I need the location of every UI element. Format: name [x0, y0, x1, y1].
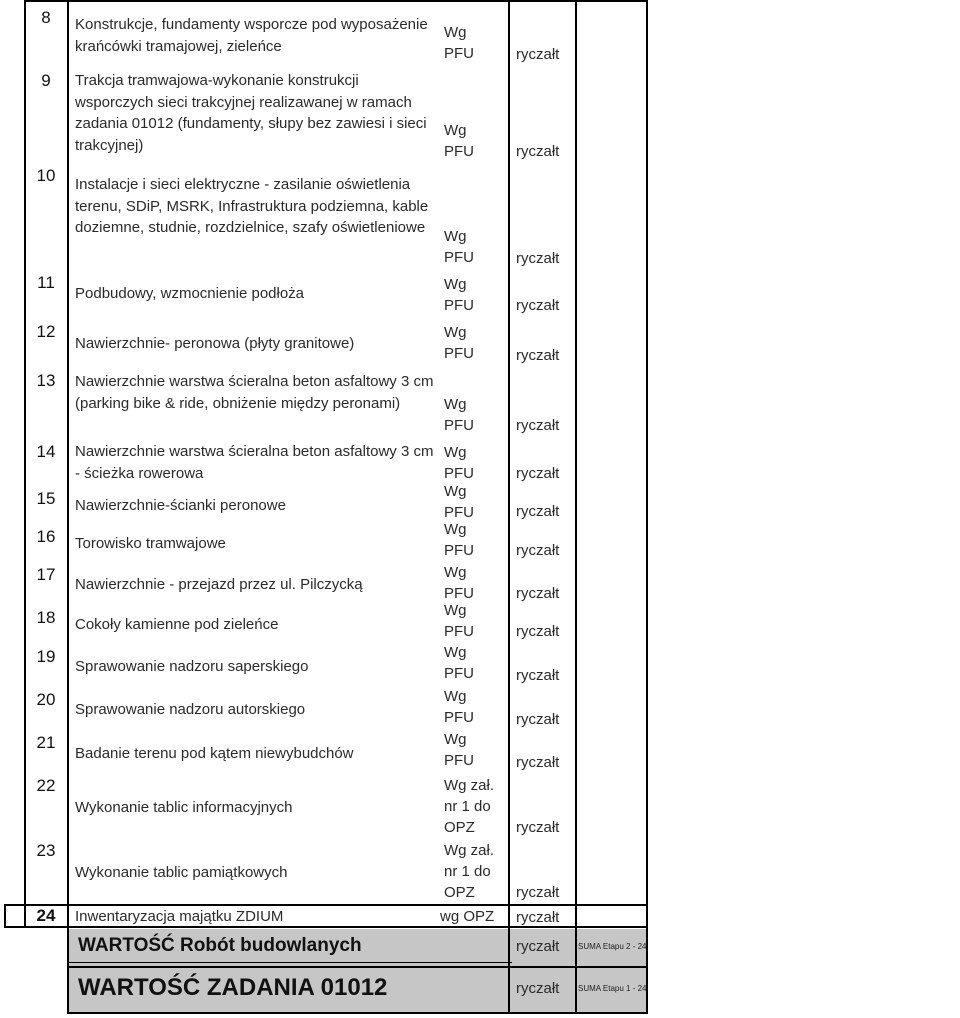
table-border — [646, 0, 648, 1014]
row-line — [67, 962, 512, 963]
row-number: 23 — [36, 841, 56, 860]
row-line — [67, 966, 648, 968]
column-divider — [508, 0, 510, 1014]
construction-total-payment-type: ryczałt — [516, 938, 560, 955]
row-payment-type: ryczałt — [516, 754, 560, 771]
row-description: Badanie terenu pod kątem niewybudchów — [75, 745, 354, 762]
row-number: 20 — [36, 690, 56, 709]
row-payment-type: ryczałt — [516, 46, 560, 63]
row-description: Nawierzchnie- peronowa (płyty granitowe) — [75, 335, 355, 352]
row-description: Cokoły kamienne pod zieleńce — [75, 616, 279, 633]
row-marker — [4, 904, 6, 926]
row-execution-basis: wg OPZ — [440, 908, 495, 925]
row-payment-type: ryczałt — [516, 909, 560, 926]
row-number: 9 — [41, 71, 51, 90]
row-execution-basis: Wg PFU — [444, 122, 474, 160]
row-execution-basis: Wg PFU — [444, 644, 474, 682]
row-payment-type: ryczałt — [516, 417, 560, 434]
row-number: 21 — [36, 733, 56, 752]
row-payment-type: ryczałt — [516, 297, 560, 314]
row-payment-type: ryczałt — [516, 465, 560, 482]
row-description: Nawierzchnie-ścianki peronowe — [75, 497, 286, 514]
row-description: Konstrukcje, fundamenty wsporcze pod wyposażenie krańcówki tramajowej, zieleńce — [75, 16, 428, 55]
row-number: 15 — [36, 489, 56, 508]
row-description: Inwentaryzacja majątku ZDIUM — [75, 908, 284, 925]
row-number: 16 — [36, 527, 56, 546]
row-number: 10 — [36, 166, 56, 185]
row-number: 14 — [36, 442, 56, 461]
row-execution-basis: Wg zał. nr 1 do OPZ — [444, 777, 495, 836]
row-execution-basis: Wg PFU — [444, 324, 474, 362]
row-payment-type: ryczałt — [516, 143, 560, 160]
row-payment-type: ryczałt — [516, 884, 560, 901]
row-number: 11 — [37, 273, 55, 292]
row-execution-basis: Wg zał. nr 1 do OPZ — [444, 842, 495, 901]
row-execution-basis: Wg PFU — [444, 564, 474, 602]
row-number: 17 — [36, 565, 56, 584]
row-execution-basis: Wg PFU — [444, 24, 474, 62]
row-execution-basis: Wg PFU — [444, 276, 474, 314]
row-payment-type: ryczałt — [516, 623, 560, 640]
row-payment-type: ryczałt — [516, 503, 560, 520]
row-description: Nawierzchnie warstwa ścieralna beton asfaltowy 3 cm - ścieżka rowerowa — [75, 443, 434, 482]
row-number: 8 — [41, 8, 51, 27]
row-description: Nawierzchnie warstwa ścieralna beton asfaltowy 3 cm (parking bike & ride, obniżenie między peronami) — [75, 373, 434, 412]
row-number: 13 — [36, 371, 56, 390]
row-execution-basis: Wg PFU — [444, 483, 474, 521]
row-description: Wykonanie tablic informacyjnych — [75, 799, 293, 816]
row-description: Nawierzchnie - przejazd przez ul. Pilczycką — [75, 576, 363, 593]
row-execution-basis: Wg PFU — [444, 731, 474, 769]
row-description: Torowisko tramwajowe — [75, 535, 226, 552]
row-execution-basis: Wg PFU — [444, 688, 474, 726]
row-execution-basis: Wg PFU — [444, 444, 474, 482]
row-description: Sprawowanie nadzoru autorskiego — [75, 701, 306, 718]
row-payment-type: ryczałt — [516, 819, 560, 836]
row-payment-type: ryczałt — [516, 667, 560, 684]
row-payment-type: ryczałt — [516, 711, 560, 728]
task-total-payment-type: ryczałt — [516, 980, 560, 997]
row-payment-type: ryczałt — [516, 585, 560, 602]
row-execution-basis: Wg PFU — [444, 521, 474, 559]
row-line — [67, 1012, 648, 1014]
column-divider — [67, 0, 69, 1014]
row-line — [24, 0, 648, 2]
row-description: Sprawowanie nadzoru saperskiego — [75, 658, 309, 675]
task-total-label: WARTOŚĆ ZADANIA 01012 — [78, 974, 388, 1001]
row-execution-basis: Wg PFU — [444, 602, 474, 640]
row-description: Wykonanie tablic pamiątkowych — [75, 864, 288, 881]
row-number: 12 — [36, 322, 56, 341]
row-number: 22 — [36, 776, 56, 795]
row-number: 24 — [36, 906, 56, 925]
row-execution-basis: Wg PFU — [444, 396, 474, 434]
construction-total-label: WARTOŚĆ Robót budowlanych — [78, 935, 362, 956]
row-execution-basis: Wg PFU — [444, 228, 474, 266]
row-payment-type: ryczałt — [516, 347, 560, 364]
row-description: Instalacje i sieci elektryczne - zasilanie oświetlenia terenu, SDiP, MSRK, Infrastruktura podziemna, kable doziemne, studnie, rozdzielnice, szafy oświetleniowe — [75, 176, 429, 236]
row-payment-type: ryczałt — [516, 250, 560, 267]
row-payment-type: ryczałt — [516, 542, 560, 559]
row-description: Podbudowy, wzmocnienie podłoża — [75, 285, 305, 302]
task-total-note: SUMA Etapu 1 - 24 — [578, 984, 647, 993]
row-description: Trakcja tramwajowa-wykonanie konstrukcji wsporczych sieci trakcyjnej realizawanej w ramach zadania 01012 (fundamenty, słupy bez zawiesi i sieci trakcyjnej) — [75, 72, 427, 154]
row-number: 19 — [36, 647, 56, 666]
column-divider — [575, 0, 577, 1014]
construction-total-note: SUMA Etapu 2 - 24 — [578, 942, 647, 951]
row-number: 18 — [36, 608, 56, 627]
